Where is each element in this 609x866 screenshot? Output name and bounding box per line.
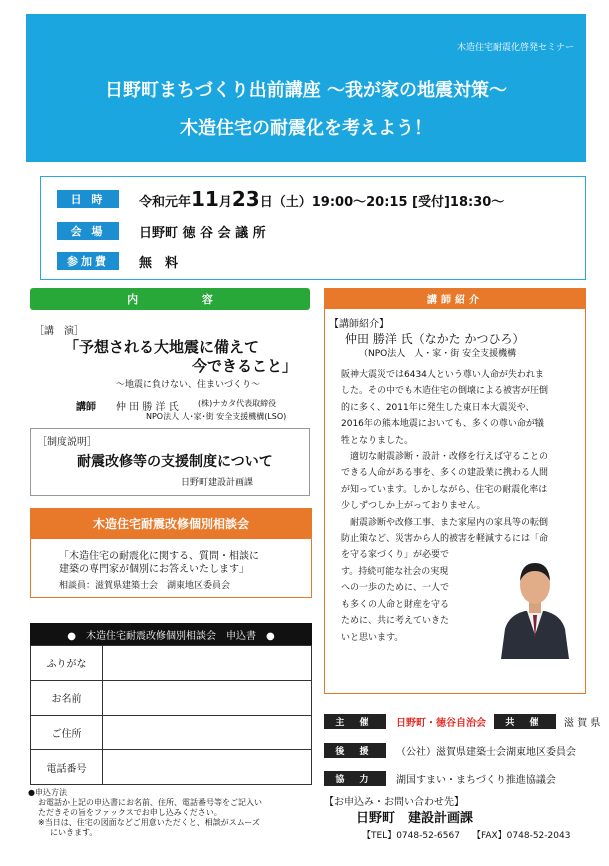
lecturer-tag: 【講師紹介】 xyxy=(329,319,389,330)
date-day-unit: 日 xyxy=(259,195,273,210)
venue-value: 日野町 徳 谷 会 議 所 xyxy=(139,225,266,241)
date-label: 日 時 xyxy=(57,190,119,208)
field-input-phone[interactable] xyxy=(103,750,312,785)
lecturer-heading: 講師紹介 xyxy=(324,288,586,308)
field-label-phone: 電話番号 xyxy=(31,750,103,785)
cohost-label: 共 催 xyxy=(494,714,556,729)
field-label-furigana: ふりがな xyxy=(31,646,103,681)
support-value: （公社）滋賀県建築士会湖東地区委員会 xyxy=(396,746,576,758)
field-input-furigana[interactable] xyxy=(103,646,312,681)
note-line: ※当日は、住宅の図面などご用意いただくと、相談がスムーズ xyxy=(38,818,260,827)
field-label-name: お名前 xyxy=(31,680,103,715)
date-month-unit: 月 xyxy=(218,195,232,210)
lecturer-photo xyxy=(495,549,575,659)
form-row xyxy=(31,750,312,785)
lecturer-box xyxy=(324,308,586,694)
coop-label: 協 力 xyxy=(324,771,386,786)
consultation-message-line1: 「木造住宅の耐震化に関する、質問・相談に xyxy=(59,551,259,562)
bio-line: 的に多く、2011年に発生した東日本大震災や、 xyxy=(341,402,535,413)
cohost-value: 滋 賀 県 xyxy=(564,717,601,729)
bio-line: 阪神大震災では6434人という尊い人命が失われま xyxy=(341,370,544,380)
bio-line: も多くの人命と財産を守る xyxy=(341,599,450,610)
contact-name: 日野町 建設計画課 xyxy=(356,811,474,826)
lecture-speaker-name: 仲 田 勝 洋 氏 xyxy=(116,402,179,413)
bio-line: が知っています。しかしながら、住宅の耐震化率は xyxy=(341,484,548,495)
host-value: 日野町・徳谷自治会 xyxy=(396,717,486,729)
support-label: 後 援 xyxy=(324,743,386,758)
bio-line: 牲となりました。 xyxy=(341,435,414,446)
host-label: 主 催 xyxy=(324,714,386,729)
note-line: ●申込方法 xyxy=(28,788,67,797)
note-line: にいきます。 xyxy=(50,828,98,837)
fee-value: 無 料 xyxy=(139,255,179,271)
system-explanation-box xyxy=(30,428,310,496)
note-line: お電話か上記の申込書にお名前、住所、電話番号等をご記入い xyxy=(38,798,262,807)
form-row xyxy=(31,680,312,715)
contact-tel: 【TEL】0748-52-6567 xyxy=(362,831,460,841)
lecture-affiliation1: (株)ナカタ代表取締役 xyxy=(198,399,277,408)
lecture-affiliation2: NPO法人 人･家･街 安全支援機構(LSO) xyxy=(146,412,287,421)
bio-line: できる人命がある事を、多くの建設業に携わる人間 xyxy=(341,468,549,479)
lecturer-affiliation: （NPO法人 人・家・街 安全支援機構 xyxy=(359,349,517,359)
date-row xyxy=(57,189,504,209)
coop-value: 湖国すまい・まちづくり推進協議会 xyxy=(396,774,556,786)
contact-tag: 【お申込み・お問い合わせ先】 xyxy=(324,797,464,808)
lecture-title-line2: 今できること」 xyxy=(192,357,298,375)
form-row xyxy=(31,715,312,750)
lecture-title-line1: 「予想される大地震に備えて xyxy=(64,338,260,356)
system-tag: ［制度説明］ xyxy=(37,437,97,448)
venue-label: 会 場 xyxy=(57,222,119,240)
lecture-role: 講師 xyxy=(76,402,96,413)
fee-row xyxy=(57,251,178,271)
date-month: 11 xyxy=(191,187,219,211)
header-banner xyxy=(26,14,586,162)
field-input-address[interactable] xyxy=(103,715,312,750)
field-label-address: ご住所 xyxy=(31,715,103,750)
bio-line: への一歩のために、一人で xyxy=(341,583,450,594)
note-line: ただきその旨をファックスでお申し込みください。 xyxy=(38,808,222,817)
venue-row xyxy=(57,221,266,241)
consultation-staff: 相談員：滋賀県建築士会 湖東地区委員会 xyxy=(59,581,231,591)
event-info-box xyxy=(40,176,586,280)
bio-line: 耐震診断や改修工事、また家屋内の家具等の転倒 xyxy=(341,517,549,528)
date-day: 23 xyxy=(231,187,260,211)
field-input-name[interactable] xyxy=(103,680,312,715)
bio-line: を守る家づくり」が必要で xyxy=(341,550,450,561)
consultation-box xyxy=(30,538,312,598)
bio-line: 防止策など、災害から人的被害を軽減するには「命 xyxy=(341,534,549,545)
seminar-series: 木造住宅耐震化啓発セミナー xyxy=(456,43,574,53)
system-title: 耐震改修等の支援制度について xyxy=(77,454,273,470)
title-line1: 日野町まちづくり出前講座 ～我が家の地震対策～ xyxy=(104,80,508,101)
form-row xyxy=(31,646,312,681)
date-value xyxy=(139,187,504,211)
bio-line: 2016年の熊本地震においても、多くの尊い命が犠 xyxy=(341,419,544,430)
application-form xyxy=(30,645,312,785)
bio-line: す。持続可能な社会の実現 xyxy=(341,566,449,577)
host-row xyxy=(324,713,600,729)
fee-label: 参加費 xyxy=(57,252,119,270)
bio-line: した。その中でも木造住宅の倒壊による被害が圧倒 xyxy=(341,386,549,397)
date-rest: （土）19:00～20:15 [受付]18:30～ xyxy=(272,195,505,210)
system-org: 日野町建設計画課 xyxy=(181,478,254,488)
bio-line: ために、共に考えていきた xyxy=(341,616,450,627)
content-heading: 内 容 xyxy=(30,288,310,310)
coop-row xyxy=(324,770,556,786)
title-line2: 木造住宅の耐震化を考えよう！ xyxy=(180,118,432,139)
application-heading: ● 木造住宅耐震改修個別相談会 申込書 ● xyxy=(30,623,312,645)
lecturer-name: 仲田 勝洋 氏（なかた かつひろ） xyxy=(345,332,525,346)
bio-line: いと思います。 xyxy=(341,632,404,643)
application-notes xyxy=(28,788,262,838)
lecture-tag: ［講 演］ xyxy=(34,326,84,337)
bio-line: 少しずつしか上がっておりません。 xyxy=(341,501,486,512)
contact-fax: 【FAX】0748-52-2043 xyxy=(472,831,571,841)
consultation-heading: 木造住宅耐震改修個別相談会 xyxy=(30,508,312,538)
bio-line: 適切な耐震診断・設計・改修を行えば守ることの xyxy=(341,452,549,463)
support-row xyxy=(324,742,576,758)
lecture-subtitle: ～地震に負けない、住まいづくり～ xyxy=(116,380,261,390)
consultation-message-line2: 建築の専門家が個別にお答えいたします」 xyxy=(59,564,249,575)
date-prefix: 令和元年 xyxy=(139,195,192,210)
